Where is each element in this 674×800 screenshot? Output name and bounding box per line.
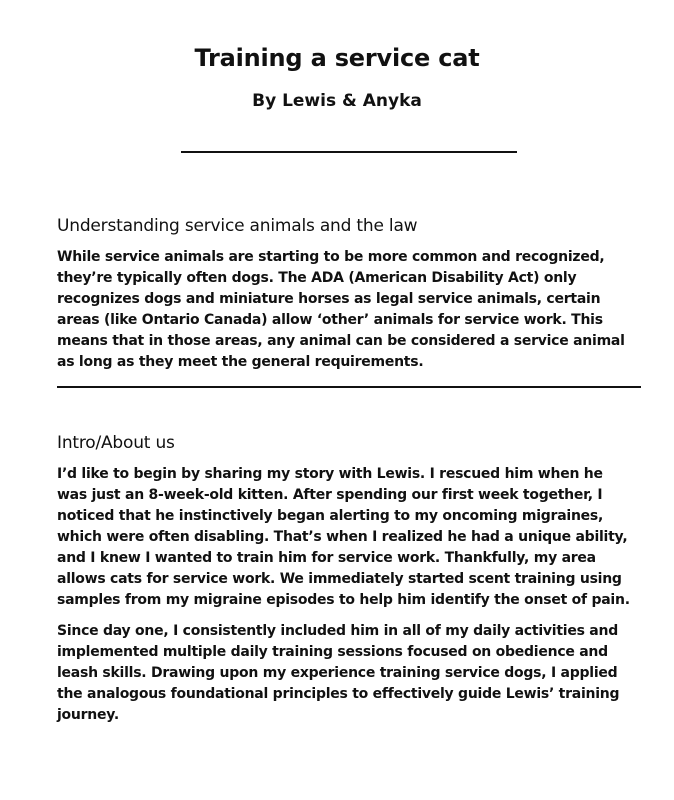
- document-title: Training a service cat: [194, 44, 480, 72]
- section-heading: Intro/About us: [57, 433, 175, 453]
- document-byline: By Lewis & Anyka: [252, 91, 422, 111]
- section-paragraph: I’d like to begin by sharing my story with Lewis. I rescued him when he was just an 8-week-old kitten. After spending our first week together, I noticed that he instinctively began alerting to my oncoming migraines, which were often disabling. That’s when I realized he had a unique ability, and I knew I wanted to train him for service work. Thankfully, my area allows cats for service work. We immediately started scent training using samples from my migraine episodes to help him identify the onset of pain.: [57, 466, 630, 608]
- section-heading: Understanding service animals and the law: [57, 216, 418, 236]
- section-service-animals-law: [57, 216, 637, 383]
- title-divider: [181, 151, 517, 153]
- section-intro-about-us: [57, 433, 637, 736]
- section-divider: [57, 386, 641, 388]
- section-paragraph: While service animals are starting to be more common and recognized, they’re typically often dogs. The ADA (American Disability Act) only recognizes dogs and miniature horses as legal service animals, certain areas (like Ontario Canada) allow ‘other’ animals for service work. This means that in those areas, any animal can be considered a service animal as long as they meet the general requirements.: [57, 249, 625, 370]
- section-paragraph: Since day one, I consistently included him in all of my daily activities and implemented multiple daily training sessions focused on obedience and leash skills. Drawing upon my experience training service dogs, I applied the analogous foundational principles to effectively guide Lewis’ training journey.: [57, 623, 620, 723]
